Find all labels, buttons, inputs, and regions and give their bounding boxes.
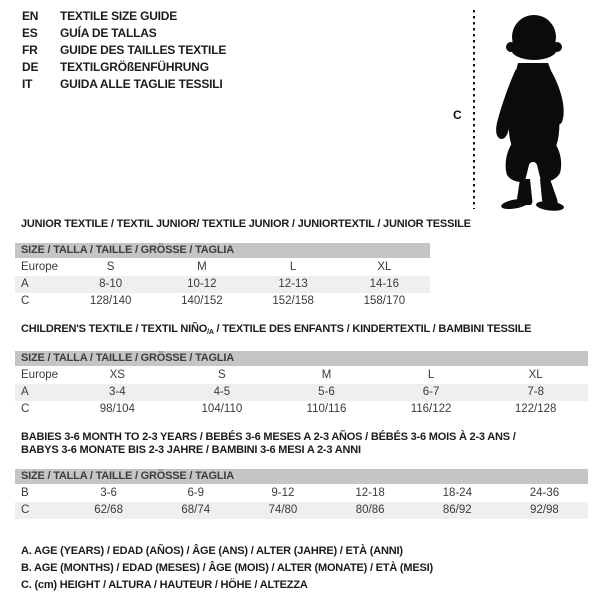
title-segment: BABYS 3-6 MONATE BIS 2-3 JAHRE / BAMBINI 3-6 MESI A 2-3 ANNI (21, 444, 361, 456)
section-title-line (21, 444, 588, 457)
language-code: FR (22, 43, 38, 57)
footnotes (21, 543, 588, 594)
table-cell: L (289, 261, 297, 273)
language-row (22, 59, 226, 76)
table-cell: 110/116 (306, 403, 347, 415)
table-cell: 12-18 (355, 487, 385, 499)
title-segment: BABIES 3-6 MONTH TO 2-3 YEARS / BEBÉS 3-6 MESES A 2-3 AÑOS / BÉBÉS 3-6 MOIS À 2-3 ANS / (21, 431, 516, 443)
table-cell: 18-24 (442, 487, 472, 499)
table-cell: XL (377, 261, 392, 273)
table-cell: 4-5 (213, 386, 231, 398)
table-cell: S (218, 369, 226, 381)
row-label: C (21, 295, 30, 307)
table-cell: 12-13 (278, 278, 308, 290)
size-table-children (15, 351, 588, 418)
size-header-bar: SIZE / TALLA / TAILLE / GRÖSSE / TAGLIA (15, 469, 588, 484)
table-cell: S (106, 261, 115, 273)
table-cell: M (197, 261, 207, 273)
tables-area (15, 212, 588, 594)
language-list (22, 8, 226, 93)
table-cell: 6-7 (422, 386, 440, 398)
table-cell: 68/74 (181, 504, 211, 516)
table-cell: 3-6 (100, 487, 117, 499)
title-segment: CHILDREN'S TEXTILE / TEXTIL NIÑO (21, 323, 208, 335)
table-cell: 7-8 (527, 386, 544, 398)
section-title-children (21, 323, 588, 339)
language-code: DE (22, 60, 39, 74)
section-title-babies (21, 431, 588, 457)
section-title-line (21, 323, 588, 339)
size-section-children (15, 323, 588, 418)
row-label: Europe (21, 261, 59, 273)
language-title: GUIDA ALLE TAGLIE TESSILI (60, 77, 223, 91)
table-cell: 92/98 (530, 504, 559, 516)
footnote: B. AGE (MONTHS) / EDAD (MESES) / ÂGE (MOIS) / ALTER (MONATE) / ETÀ (MESI) (21, 562, 433, 574)
language-code: ES (22, 26, 38, 40)
table-cell: L (427, 369, 435, 381)
table-cell: 104/110 (201, 403, 243, 415)
table-cell: 14-16 (369, 278, 400, 290)
table-cell: 140/152 (181, 295, 223, 307)
table-cell: 152/158 (272, 295, 314, 307)
size-header-bar: SIZE / TALLA / TAILLE / GRÖSSE / TAGLIA (15, 351, 588, 366)
row-label: A (21, 386, 29, 398)
title-segment: / TEXTILE DES ENFANTS / KINDERTEXTIL / BAMBINI TESSILE (213, 323, 532, 335)
table-cell: 3-4 (108, 386, 126, 398)
language-title: TEXTILE SIZE GUIDE (60, 9, 178, 23)
table-row (15, 502, 588, 519)
table-row (15, 384, 588, 401)
table-cell: 5-6 (318, 386, 335, 398)
language-title: TEXTILGRÖßENFÜHRUNG (60, 60, 209, 74)
table-cell: 6-9 (187, 487, 205, 499)
table-row (15, 276, 430, 293)
toddler-silhouette-icon (486, 9, 586, 211)
section-title-line (21, 218, 588, 231)
table-cell: 86/92 (442, 504, 472, 516)
language-code: IT (22, 77, 33, 91)
row-label: Europe (21, 369, 59, 381)
table-row (15, 401, 588, 418)
footnote: A. AGE (YEARS) / EDAD (AÑOS) / ÂGE (ANS) / ALTER (JAHRE) / ETÀ (ANNI) (21, 545, 403, 557)
language-row (22, 8, 226, 25)
table-row (15, 485, 588, 502)
height-figure (440, 8, 600, 213)
row-label: C (21, 403, 30, 415)
size-header-bar: SIZE / TALLA / TAILLE / GRÖSSE / TAGLIA (15, 243, 430, 258)
table-cell: 128/140 (89, 295, 132, 307)
height-dashed-line (473, 10, 475, 209)
title-segment: /A (207, 329, 214, 336)
table-cell: XS (109, 369, 125, 381)
section-title-junior (21, 218, 588, 231)
table-row (15, 293, 430, 310)
language-title: GUÍA DE TALLAS (60, 26, 157, 40)
language-row (22, 76, 226, 93)
section-title-line (21, 431, 588, 444)
table-cell: 8-10 (99, 278, 123, 290)
size-section-babies (15, 431, 588, 519)
table-cell: 158/170 (363, 295, 406, 307)
table-cell: 116/122 (410, 403, 452, 415)
table-cell: XL (528, 369, 543, 381)
table-cell: 62/68 (94, 504, 123, 516)
table-cell: 74/80 (268, 504, 298, 516)
size-table-babies (15, 469, 588, 519)
language-title: GUIDE DES TAILLES TEXTILE (60, 43, 227, 57)
language-row (22, 42, 226, 59)
row-label: C (21, 504, 30, 516)
table-cell: M (321, 369, 332, 381)
table-cell: 80/86 (355, 504, 385, 516)
size-table-junior (15, 243, 430, 310)
table-cell: 98/104 (99, 403, 135, 415)
table-row (15, 259, 430, 276)
table-cell: 24-36 (529, 487, 560, 499)
row-label: B (21, 487, 29, 499)
language-code: EN (22, 9, 39, 23)
size-section-junior (15, 218, 588, 310)
table-cell: 9-12 (271, 487, 295, 499)
footnote: C. (cm) HEIGHT / ALTURA / HAUTEUR / HÖHE / ALTEZZA (21, 579, 308, 591)
language-row (22, 25, 226, 42)
title-segment: JUNIOR TEXTILE / TEXTIL JUNIOR/ TEXTILE JUNIOR / JUNIORTEXTIL / JUNIOR TESSILE (21, 218, 471, 230)
table-row (15, 367, 588, 384)
table-cell: 10-12 (187, 278, 217, 290)
table-cell: 122/128 (514, 403, 557, 415)
height-measure-label: C (453, 108, 462, 122)
row-label: A (21, 278, 29, 290)
